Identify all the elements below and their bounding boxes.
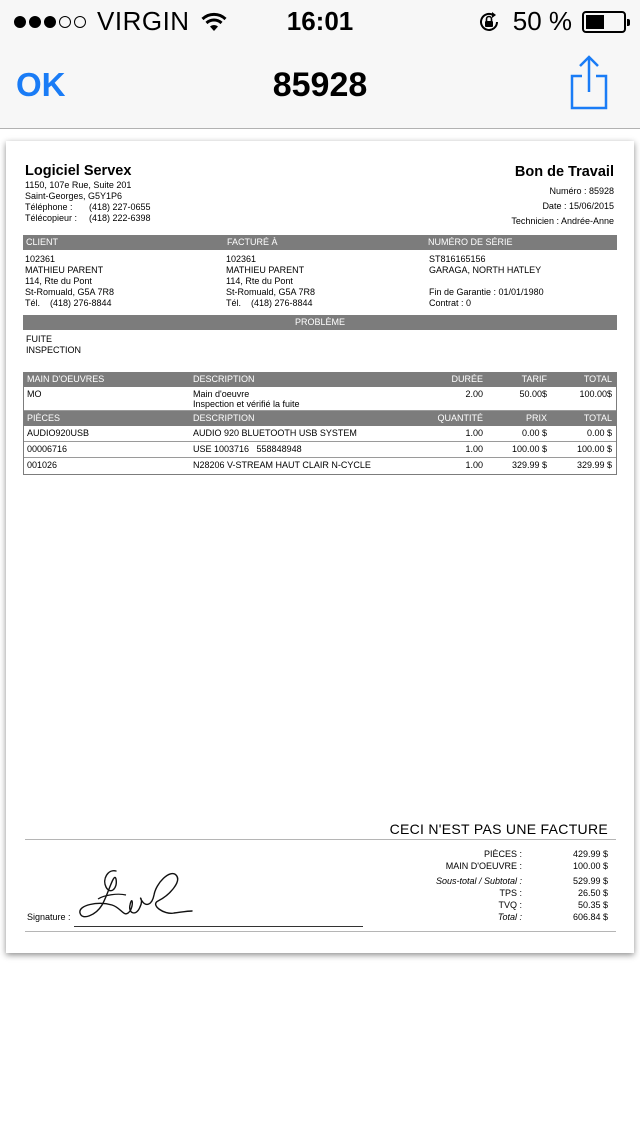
totals-label: TPS : bbox=[499, 888, 522, 898]
labor-total: 100.00$ bbox=[579, 389, 612, 399]
totals-row bbox=[386, 849, 608, 861]
part-code: 00006716 bbox=[27, 444, 68, 454]
company-address bbox=[25, 180, 151, 224]
parts-header-bar bbox=[24, 411, 616, 426]
table-row bbox=[24, 387, 616, 411]
client-header-bar bbox=[23, 235, 617, 250]
part-price: 100.00 $ bbox=[511, 444, 547, 454]
totals-value: 50.35 $ bbox=[577, 900, 608, 910]
phone-label: Téléphone : bbox=[25, 202, 73, 212]
client-name: MATHIEU PARENT bbox=[25, 265, 104, 275]
fax-label: Télécopieur : bbox=[25, 213, 78, 223]
battery-nub bbox=[627, 19, 630, 26]
part-description: N28206 V-STREAM HAUT CLAIR N-CYCLE bbox=[193, 460, 371, 470]
totals-label: TVQ : bbox=[498, 900, 522, 910]
divider bbox=[25, 839, 616, 840]
order-technician: Technicien : Andrée-Anne bbox=[511, 216, 614, 226]
part-total: 329.99 $ bbox=[576, 460, 612, 470]
part-description: USE 1003716 558848948 bbox=[193, 444, 302, 454]
labor-col-header: DESCRIPTION bbox=[193, 374, 255, 384]
labor-col-header: TARIF bbox=[521, 374, 547, 384]
part-quantity: 1.00 bbox=[465, 460, 483, 470]
document-viewer[interactable] bbox=[0, 129, 640, 1136]
billed-to-header: FACTURÉ À bbox=[227, 237, 278, 247]
problem-header: PROBLÈME bbox=[294, 317, 345, 327]
billed-city: St-Romuald, G5A 7R8 bbox=[226, 287, 316, 297]
totals-label: Total : bbox=[497, 912, 522, 922]
company-fax-row bbox=[25, 213, 151, 224]
client-street: 114, Rte du Pont bbox=[25, 276, 92, 286]
part-total: 100.00 $ bbox=[576, 444, 612, 454]
part-quantity: 1.00 bbox=[465, 428, 483, 438]
not-invoice-notice: CECI N'EST PAS UNE FACTURE bbox=[389, 821, 608, 837]
client-phone: Tél. (418) 276-8844 bbox=[25, 298, 112, 308]
order-number: Numéro : 85928 bbox=[549, 186, 614, 196]
part-price: 0.00 $ bbox=[521, 428, 547, 438]
parts-col-header: TOTAL bbox=[583, 413, 612, 423]
share-icon[interactable] bbox=[568, 54, 610, 110]
warranty-end: Fin de Garantie : 01/01/1980 bbox=[429, 287, 544, 297]
part-price: 329.99 $ bbox=[511, 460, 547, 470]
labor-desc-line: Main d'oeuvre bbox=[193, 389, 250, 399]
totals-row bbox=[386, 900, 608, 912]
table-row bbox=[24, 458, 616, 474]
document-meta bbox=[511, 184, 614, 229]
part-total: 0.00 $ bbox=[586, 428, 612, 438]
totals-value: 100.00 $ bbox=[572, 861, 608, 871]
billed-street: 114, Rte du Pont bbox=[226, 276, 293, 286]
part-code: 001026 bbox=[27, 460, 58, 470]
table-row bbox=[24, 426, 616, 442]
status-time: 16:01 bbox=[286, 6, 354, 36]
document-title: Bon de Travail bbox=[514, 164, 614, 180]
serial-location: GARAGA, NORTH HATLEY bbox=[429, 265, 542, 275]
page-title: 85928 bbox=[272, 66, 368, 104]
phone-value: (418) 227-0655 bbox=[89, 202, 151, 212]
carrier-name: VIRGIN bbox=[97, 6, 190, 36]
fax-value: (418) 222-6398 bbox=[89, 213, 151, 223]
rotation-lock-icon bbox=[477, 10, 501, 34]
navigation-bar bbox=[0, 40, 640, 129]
battery-fill bbox=[586, 15, 604, 29]
problem-line: INSPECTION bbox=[26, 345, 82, 355]
company-phone-row bbox=[25, 202, 151, 213]
part-description: AUDIO 920 BLUETOOTH USB SYSTEM bbox=[193, 428, 357, 438]
part-quantity: 1.00 bbox=[465, 444, 483, 454]
totals-block bbox=[386, 849, 608, 924]
divider bbox=[25, 931, 616, 932]
serial-number: ST816165156 bbox=[429, 254, 486, 264]
labor-col-header: MAIN D'OEUVRES bbox=[27, 374, 105, 384]
totals-row bbox=[386, 888, 608, 900]
company-address-line: Saint-Georges, G5Y1P6 bbox=[25, 191, 123, 201]
status-bar bbox=[0, 0, 640, 40]
client-code: 102361 bbox=[25, 254, 56, 264]
problem-header-bar bbox=[23, 315, 617, 330]
status-right bbox=[477, 6, 626, 37]
client-city: St-Romuald, G5A 7R8 bbox=[25, 287, 115, 297]
totals-value: 606.84 $ bbox=[572, 912, 608, 922]
serial-block bbox=[429, 254, 544, 309]
labor-header-bar bbox=[24, 372, 616, 387]
billed-name: MATHIEU PARENT bbox=[226, 265, 305, 275]
signature-label: Signature : bbox=[27, 912, 71, 922]
billed-code: 102361 bbox=[226, 254, 257, 264]
client-block bbox=[25, 254, 114, 309]
totals-value: 429.99 $ bbox=[572, 849, 608, 859]
totals-row bbox=[386, 912, 608, 924]
totals-row bbox=[386, 861, 608, 873]
parts-col-header: DESCRIPTION bbox=[193, 413, 255, 423]
company-address-line: 1150, 107e Rue, Suite 201 bbox=[25, 180, 132, 190]
parts-col-header: PRIX bbox=[525, 413, 547, 423]
parts-col-header: QUANTITÉ bbox=[437, 413, 483, 423]
signature-image bbox=[78, 865, 194, 925]
labor-col-header: TOTAL bbox=[583, 374, 612, 384]
problem-line: FUITE bbox=[26, 334, 52, 344]
labor-desc-line: Inspection et vérifié la fuite bbox=[193, 399, 300, 409]
labor-description bbox=[193, 389, 300, 409]
problem-text bbox=[26, 334, 81, 356]
totals-label: MAIN D'OEUVRE : bbox=[445, 861, 522, 871]
totals-value: 529.99 $ bbox=[572, 876, 608, 886]
billed-phone: Tél. (418) 276-8844 bbox=[226, 298, 313, 308]
items-table bbox=[23, 372, 617, 475]
battery-percent: 50 % bbox=[512, 6, 572, 36]
parts-col-header: PIÈCES bbox=[27, 413, 61, 423]
totals-label: Sous-total / Subtotal : bbox=[435, 876, 522, 886]
signature-line bbox=[74, 926, 363, 927]
billed-to-block bbox=[226, 254, 315, 309]
labor-duration: 2.00 bbox=[465, 389, 483, 399]
labor-col-header: DURÉE bbox=[451, 374, 483, 384]
totals-label: PIÈCES : bbox=[483, 849, 522, 859]
part-code: AUDIO920USB bbox=[27, 428, 90, 438]
contract: Contrat : 0 bbox=[429, 298, 472, 308]
ok-button[interactable]: OK bbox=[16, 66, 66, 103]
totals-value: 26.50 $ bbox=[577, 888, 608, 898]
client-header: CLIENT bbox=[26, 237, 59, 247]
work-order-page bbox=[6, 141, 634, 953]
serial-header: NUMÉRO DE SÉRIE bbox=[428, 237, 513, 247]
labor-code: MO bbox=[27, 389, 42, 399]
totals-row bbox=[386, 876, 608, 888]
company-name: Logiciel Servex bbox=[25, 163, 132, 179]
labor-rate: 50.00$ bbox=[519, 389, 547, 399]
order-date: Date : 15/06/2015 bbox=[542, 201, 614, 211]
battery-icon bbox=[582, 11, 626, 33]
table-row bbox=[24, 442, 616, 458]
